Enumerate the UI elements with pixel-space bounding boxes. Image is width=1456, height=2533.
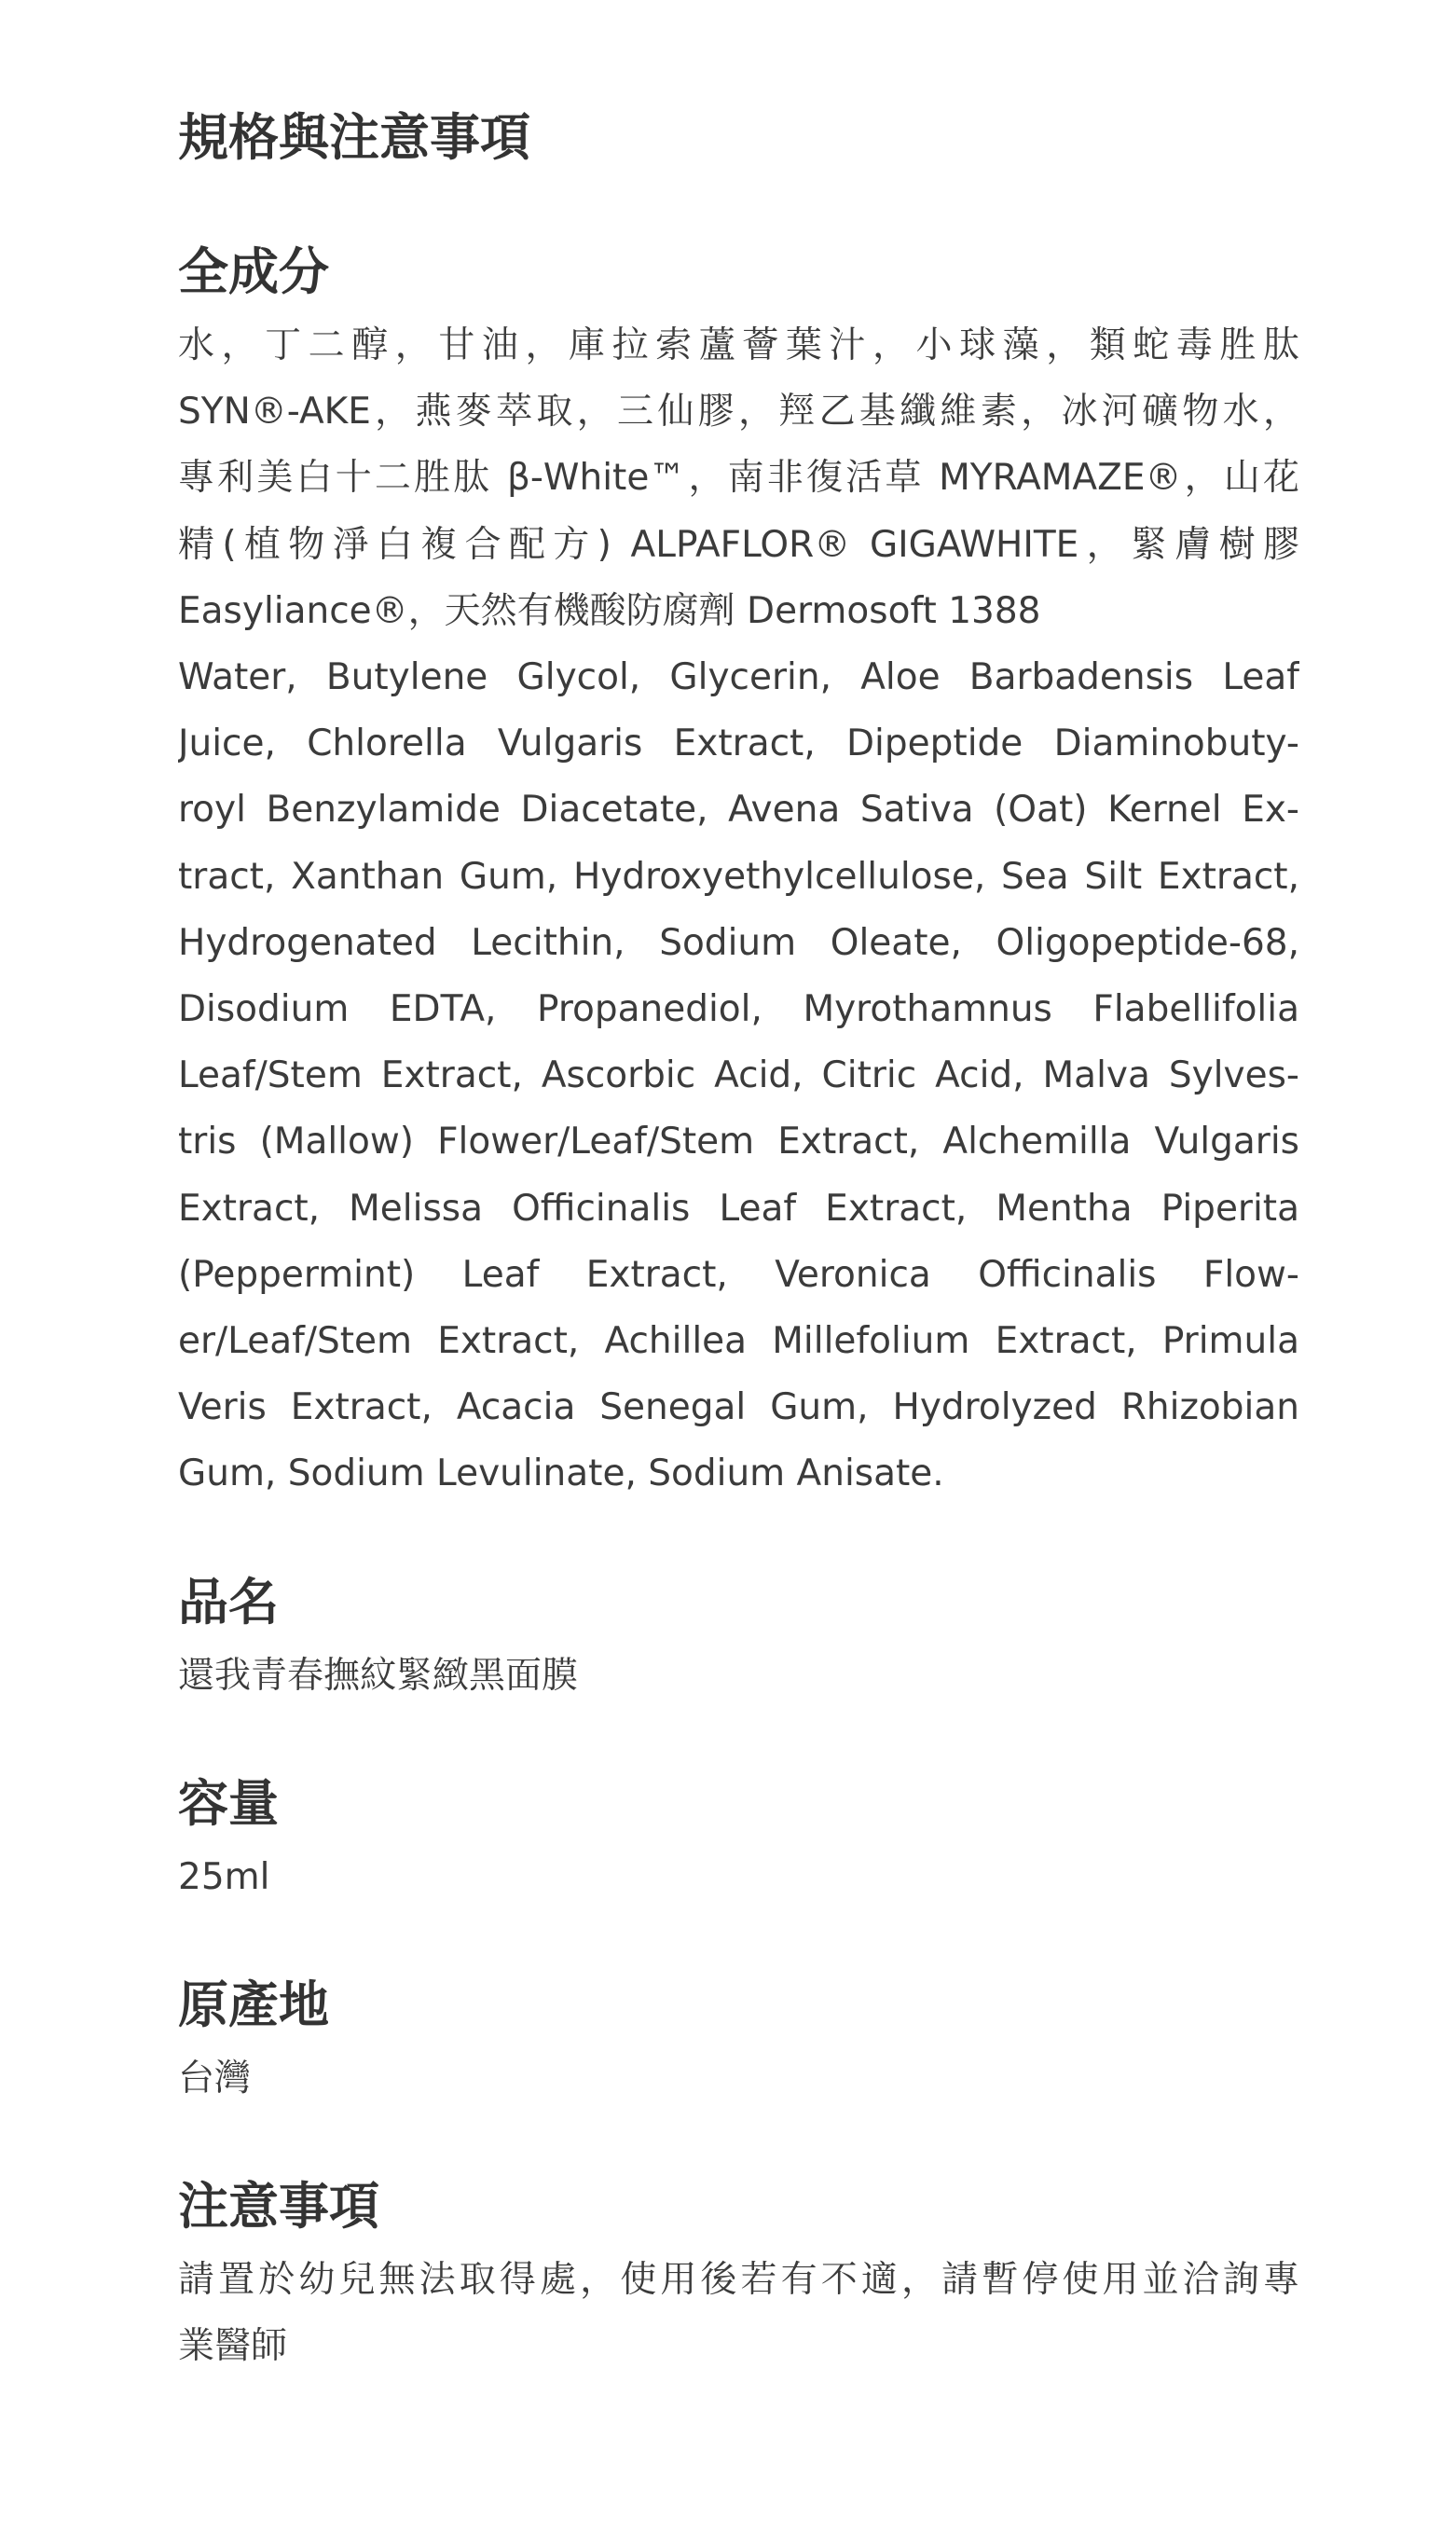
text-line: 專利美白十二胜肽 β-White™，南非復活草 MYRAMAZE®，山花 — [178, 457, 1299, 500]
text-line: royl Benzylamide Diacetate, Avena Sativa (Oat) Kernel Ex- — [178, 789, 1299, 832]
origin-section — [178, 1973, 1299, 2112]
volume-section — [178, 1771, 1299, 1910]
text-line: Water, Butylene Glycol, Glycerin, Aloe Barbadensis Leaf — [178, 656, 1299, 699]
text-line: tract, Xanthan Gum, Hydroxyethylcellulose, Sea Silt Extract, — [178, 855, 1299, 898]
product-name-heading: 品名 — [178, 1572, 279, 1631]
text-line: Easyliance®，天然有機酸防腐劑 Dermosoft 1388 — [178, 589, 1041, 632]
product-name-section — [178, 1570, 1299, 1709]
text-line: 請置於幼兒無法取得處，使用後若有不適，請暫停使用並洽詢專 — [178, 2259, 1299, 2302]
caution-section — [178, 2174, 1299, 2379]
text-line: SYN®-AKE，燕麥萃取，三仙膠，羥乙基纖維素，冰河礦物水， — [178, 391, 1299, 434]
ingredients-zh — [178, 312, 1299, 644]
caution-text — [178, 2247, 1299, 2379]
volume-heading: 容量 — [178, 1773, 279, 1833]
text-line: Gum, Sodium Levulinate, Sodium Anisate. — [178, 1452, 944, 1495]
text-line: er/Leaf/Stem Extract, Achillea Millefolium Extract, Primula — [178, 1320, 1299, 1363]
text-line: Extract, Melissa Officinalis Leaf Extract, Mentha Piperita — [178, 1187, 1299, 1230]
spec-section — [178, 105, 1299, 2380]
text-line: 水，丁二醇，甘油，庫拉索蘆薈葉汁，小球藻，類蛇毒胜肽 — [178, 324, 1299, 366]
ingredients-heading: 全成分 — [178, 242, 329, 301]
origin-value: 台灣 — [178, 2058, 252, 2100]
volume-value: 25ml — [178, 1855, 270, 1898]
product-name-value: 還我青春撫紋緊緻黑面膜 — [178, 1654, 579, 1697]
text-line: (Peppermint) Leaf Extract, Veronica Officinalis Flow- — [178, 1253, 1299, 1296]
text-line: Juice, Chlorella Vulgaris Extract, Dipeptide Diaminobuty- — [178, 723, 1299, 765]
ingredients-en — [178, 644, 1299, 1507]
origin-heading: 原產地 — [178, 1975, 329, 2035]
text-line: Veris Extract, Acacia Senegal Gum, Hydrolyzed Rhizobian — [178, 1386, 1299, 1429]
text-line: tris (Mallow) Flower/Leaf/Stem Extract, Alchemilla Vulgaris — [178, 1121, 1299, 1163]
text-line: Hydrogenated Lecithin, Sodium Oleate, Oligopeptide-68, — [178, 921, 1299, 964]
text-line: 業醫師 — [178, 2325, 288, 2368]
caution-heading: 注意事項 — [178, 2177, 379, 2237]
ingredients-section — [178, 240, 1299, 1507]
text-line: Leaf/Stem Extract, Ascorbic Acid, Citric Acid, Malva Sylves- — [178, 1054, 1299, 1097]
page-title: 規格與注意事項 — [178, 108, 530, 167]
text-line: Disodium EDTA, Propanediol, Myrothamnus Flabellifolia — [178, 988, 1299, 1031]
text-line: 精(植物淨白複合配方) ALPAFLOR® GIGAWHITE，緊膚樹膠 — [178, 523, 1299, 566]
